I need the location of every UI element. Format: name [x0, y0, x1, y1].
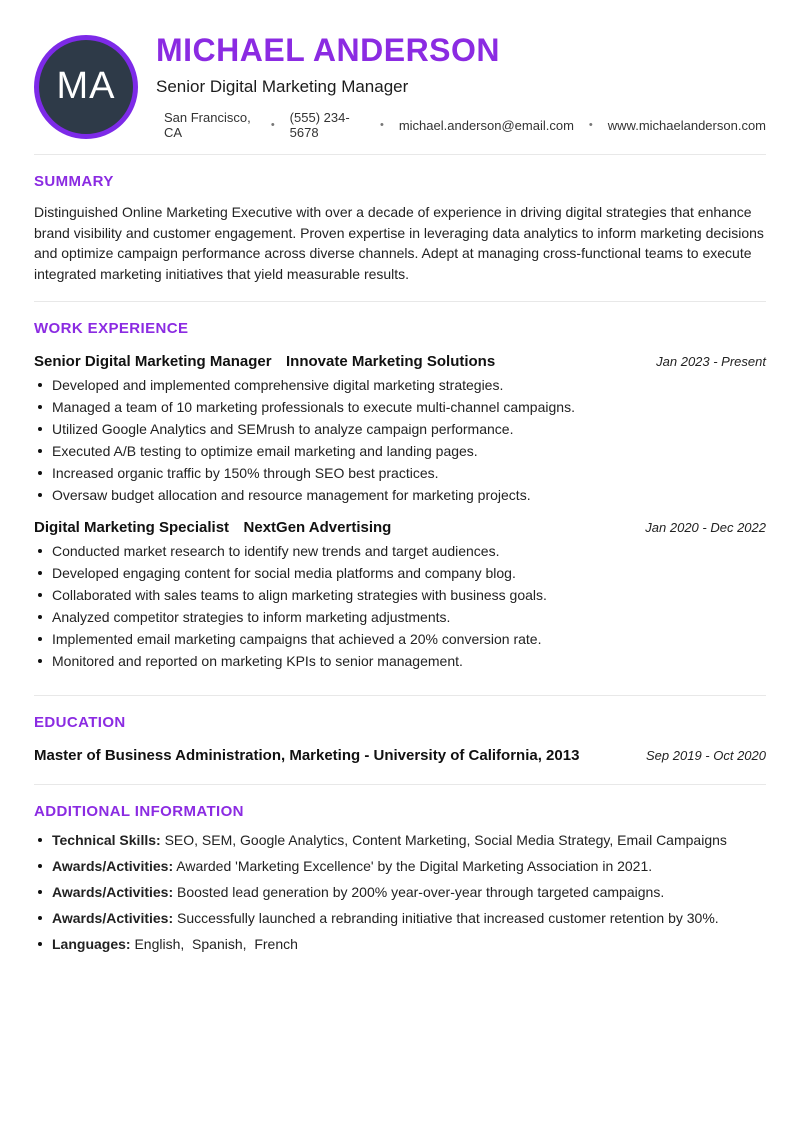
bullet-separator: •	[588, 119, 593, 132]
bullet-dot	[38, 593, 42, 597]
avatar-initials: MA	[56, 65, 116, 108]
bullet-text: Conducted market research to identify new trends and target audiences.	[52, 543, 500, 560]
bullet-text: Executed A/B testing to optimize email marketing and landing pages.	[52, 443, 478, 460]
bullet-text: Monitored and reported on marketing KPIs to senior management.	[52, 653, 463, 670]
candidate-name: MICHAEL ANDERSON	[156, 32, 501, 68]
item-text: SEO, SEM, Google Analytics, Content Marketing, Social Media Strategy, Email Campaigns	[164, 832, 727, 849]
bullet-text: Oversaw budget allocation and resource management for marketing projects.	[52, 487, 531, 504]
summary-divider	[34, 301, 766, 302]
list-item	[34, 421, 766, 437]
job-bullet-list	[34, 543, 766, 669]
bullet-text: Developed engaging content for social media platforms and company blog.	[52, 565, 516, 582]
item-label: Languages:	[52, 936, 131, 953]
header-divider	[34, 154, 766, 155]
bullet-text: Analyzed competitor strategies to inform marketing adjustments.	[52, 609, 451, 626]
list-item	[34, 587, 766, 603]
resume-header	[34, 33, 766, 154]
item-text: Awarded 'Marketing Excellence' by the Digital Marketing Association in 2021.	[176, 858, 653, 875]
contact-phone: (555) 234-5678	[289, 110, 350, 141]
avatar	[34, 35, 138, 139]
list-item	[34, 936, 766, 953]
list-item	[34, 832, 766, 849]
list-item	[34, 465, 766, 481]
summary-section	[34, 173, 766, 284]
job-entry	[34, 519, 766, 669]
list-item	[34, 609, 766, 625]
bullet-separator: •	[379, 119, 384, 132]
bullet-dot	[38, 571, 42, 575]
bullet-dot	[38, 615, 42, 619]
item-label: Awards/Activities:	[52, 910, 174, 927]
education-heading: EDUCATION	[34, 714, 126, 732]
list-item	[34, 487, 766, 503]
bullet-dot	[38, 493, 42, 497]
list-item	[34, 884, 766, 901]
list-item	[34, 443, 766, 459]
bullet-dot	[38, 427, 42, 431]
bullet-dot	[38, 838, 42, 842]
job-title-line	[34, 519, 391, 537]
bullet-text: Developed and implemented comprehensive digital marketing strategies.	[52, 377, 504, 394]
item-text: English, Spanish, French	[134, 936, 298, 953]
summary-text: Distinguished Online Marketing Executive with over a decade of experience in driving digital strategies that enhance brand visibility and customer engagement. Proven expertise in leveraging data analytics to inform marketing decisions and optimize campaign performance across diverse channels. Adept at managing cross-functional teams to execute integrated marketing initiatives that yield measurable results.	[34, 204, 764, 282]
job-dates: Jan 2020 - Dec 2022	[645, 520, 766, 536]
job-title-line	[34, 353, 495, 371]
list-item	[34, 631, 766, 647]
bullet-dot	[38, 549, 42, 553]
bullet-dot	[38, 449, 42, 453]
additional-info-section	[34, 803, 766, 953]
job-header	[34, 353, 766, 371]
list-item	[34, 910, 766, 927]
work-experience-heading: WORK EXPERIENCE	[34, 320, 189, 338]
education-divider	[34, 784, 766, 785]
bullet-text: Increased organic traffic by 150% through SEO best practices.	[52, 465, 439, 482]
list-item	[34, 565, 766, 581]
job-dates: Jan 2023 - Present	[656, 354, 766, 370]
work-divider	[34, 695, 766, 696]
bullet-dot	[38, 890, 42, 894]
summary-heading: SUMMARY	[34, 173, 114, 191]
candidate-title: Senior Digital Marketing Manager	[156, 77, 409, 97]
header-text	[156, 33, 766, 140]
bullet-dot	[38, 942, 42, 946]
bullet-text: Implemented email marketing campaigns that achieved a 20% conversion rate.	[52, 631, 542, 648]
job-bullet-list	[34, 377, 766, 503]
bullet-dot	[38, 864, 42, 868]
bullet-dot	[38, 637, 42, 641]
job-title: Senior Digital Marketing Manager	[34, 353, 272, 371]
additional-info-heading: ADDITIONAL INFORMATION	[34, 803, 244, 821]
list-item	[34, 858, 766, 875]
degree: Master of Business Administration, Marketing - University of California, 2013	[34, 747, 580, 765]
item-text: Successfully launched a rebranding initiative that increased customer retention by 30%.	[177, 910, 719, 927]
job-entry	[34, 353, 766, 503]
education-dates: Sep 2019 - Oct 2020	[646, 748, 766, 764]
contact-location: San Francisco, CA	[164, 110, 251, 141]
bullet-dot	[38, 405, 42, 409]
company-name: Innovate Marketing Solutions	[286, 353, 496, 371]
bullet-dot	[38, 383, 42, 387]
work-experience-section	[34, 320, 766, 669]
contact-email: michael.anderson@email.com	[398, 117, 574, 133]
company-name: NextGen Advertising	[243, 519, 392, 537]
bullet-dot	[38, 659, 42, 663]
job-header	[34, 519, 766, 537]
item-text: Boosted lead generation by 200% year-over-year through targeted campaigns.	[177, 884, 665, 901]
additional-info-list	[34, 832, 766, 953]
bullet-separator: •	[270, 119, 275, 132]
education-section	[34, 714, 766, 764]
item-label: Technical Skills:	[52, 832, 161, 849]
list-item	[34, 377, 766, 393]
bullet-dot	[38, 916, 42, 920]
education-entry	[34, 747, 766, 764]
bullet-text: Utilized Google Analytics and SEMrush to analyze campaign performance.	[52, 421, 514, 438]
item-label: Awards/Activities:	[52, 858, 174, 875]
job-title: Digital Marketing Specialist	[34, 519, 230, 537]
list-item	[34, 653, 766, 669]
bullet-text: Collaborated with sales teams to align marketing strategies with business goals.	[52, 587, 547, 604]
bullet-dot	[38, 471, 42, 475]
item-label: Awards/Activities:	[52, 884, 174, 901]
list-item	[34, 399, 766, 415]
bullet-text: Managed a team of 10 marketing professionals to execute multi-channel campaigns.	[52, 399, 575, 416]
contact-row	[164, 110, 766, 140]
contact-website: www.michaelanderson.com	[607, 117, 766, 133]
list-item	[34, 543, 766, 559]
